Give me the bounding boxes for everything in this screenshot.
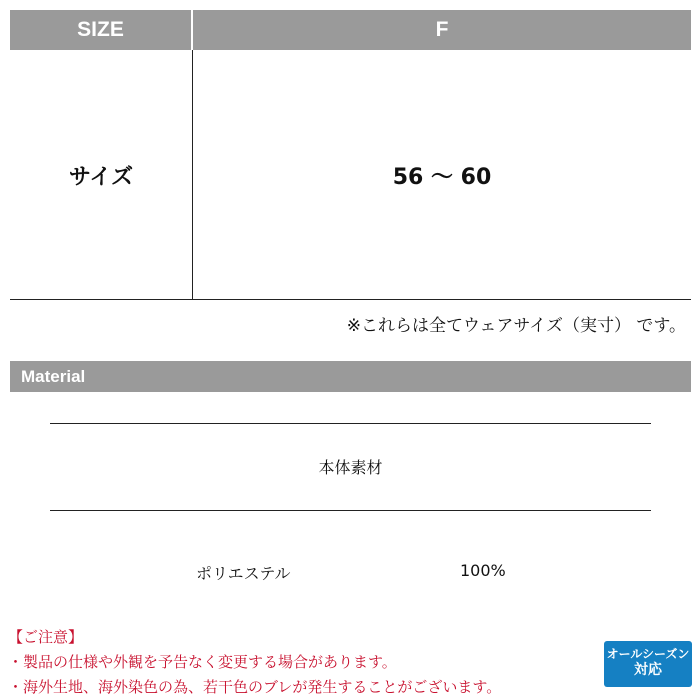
size-header-label: SIZE: [10, 10, 191, 50]
material-header: Material: [10, 361, 691, 392]
size-header-f: F: [193, 10, 691, 50]
size-table-header: [10, 10, 691, 50]
material-column-label: 本体素材: [318, 458, 383, 477]
material-top-rule: [50, 423, 651, 424]
badge-line2: 対応: [634, 662, 662, 678]
caution-title: 【ご注意】: [8, 628, 84, 646]
all-season-badge: [604, 641, 692, 687]
material-percent: 100%: [460, 561, 506, 580]
badge-line1: オールシーズン: [606, 647, 690, 661]
caution-item: ・海外生地、海外染色の為、若干色のブレが発生することがございます。: [8, 678, 502, 696]
caution-item: ・製品の仕様や外観を予告なく変更する場合があります。: [8, 653, 397, 671]
material-name: ポリエステル: [196, 564, 291, 583]
size-row-label: サイズ: [68, 164, 134, 190]
caution-block: [8, 625, 501, 700]
material-mid-rule: [50, 510, 651, 511]
size-table-row: [10, 50, 691, 300]
size-row-value: 56 〜 60: [392, 164, 492, 190]
size-note: ※これらは全てウェアサイズ（実寸） です。: [346, 316, 686, 336]
